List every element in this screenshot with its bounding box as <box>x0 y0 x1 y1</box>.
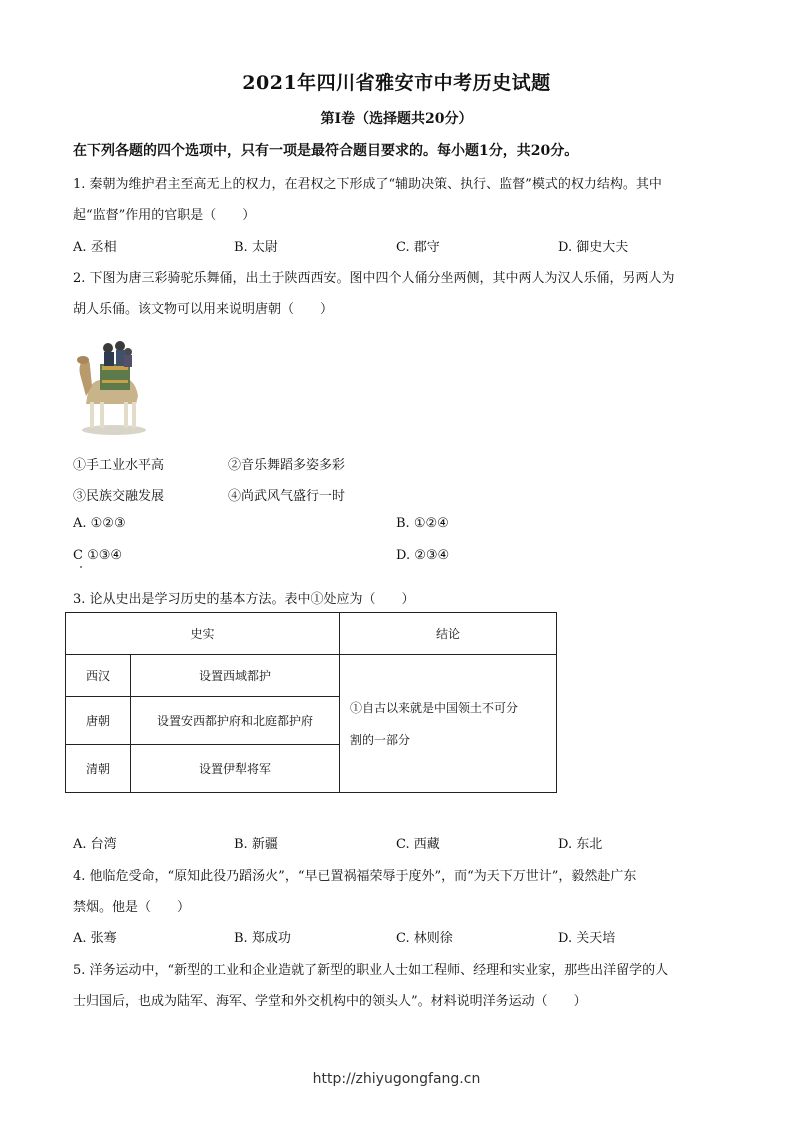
camel-figurine-icon <box>70 330 150 440</box>
instructions: 在下列各题的四个选项中，只有一项是最符合题目要求的。每小题1分，共20分。 <box>73 143 579 159</box>
dynasty-cell: 唐朝 <box>66 697 131 745</box>
q2-item-3: ③民族交融发展 <box>73 489 165 504</box>
q1-stem-line2: 起“监督”作用的官职是（ ） <box>73 208 256 223</box>
q2-stem-line2: 胡人乐俑。该文物可以用来说明唐朝（ ） <box>73 302 334 317</box>
q3-option-b: B. 新疆 <box>234 837 278 852</box>
q2-option-c: C ①③④ <box>73 548 123 563</box>
conclusion-line1: ①自古以来就是中国领土不可分 <box>350 700 519 715</box>
q2-item-4: ④尚武风气盛行一时 <box>228 489 346 504</box>
q3-option-a: A. 台湾 <box>73 837 117 852</box>
q3-stem: 3. 论从史出是学习历史的基本方法。表中①处应为（ ） <box>73 592 415 607</box>
table-header-row <box>66 613 557 655</box>
q1-option-c: C. 郡守 <box>396 240 440 255</box>
header-conclusion: 结论 <box>340 613 557 655</box>
q5-stem-line2: 士归国后，也成为陆军、海军、学堂和外交机构中的领头人”。材料说明洋务运动（ ） <box>73 994 587 1009</box>
q4-option-b: B. 郑成功 <box>234 931 291 946</box>
q2-stem-line1: 2. 下图为唐三彩骑驼乐舞俑，出土于陕西西安。图中四个人俑分坐两侧，其中两人为汉人乐俑，另两人为 <box>73 271 675 286</box>
q2-item-1: ①手工业水平高 <box>73 458 165 473</box>
q4-option-c: C. 林则徐 <box>396 931 453 946</box>
q1-option-b: B. 太尉 <box>234 240 278 255</box>
conclusion-line2: 割的一部分 <box>350 732 411 747</box>
q1-stem-line1: 1. 秦朝为维护君主至高无上的权力，在君权之下形成了“辅助决策、执行、监督”模式的权力结构。其中 <box>73 177 662 192</box>
fact-cell: 设置伊犁将军 <box>131 745 340 793</box>
table-row <box>66 655 557 697</box>
page-title: 2021年四川省雅安市中考历史试题 <box>242 72 551 94</box>
q3-option-d: D. 东北 <box>558 837 603 852</box>
q3-option-c: C. 西藏 <box>396 837 440 852</box>
stray-dot <box>80 566 82 568</box>
q1-option-d: D. 御史大夫 <box>558 240 629 255</box>
q4-option-a: A. 张骞 <box>73 931 117 946</box>
q1-option-a: A. 丞相 <box>73 240 117 255</box>
section-subtitle: 第Ⅰ卷（选择题共20分） <box>320 111 473 127</box>
q4-stem-line2: 禁烟。他是（ ） <box>73 900 191 915</box>
q2-item-2: ②音乐舞蹈多姿多彩 <box>228 458 346 473</box>
dynasty-cell: 西汉 <box>66 655 131 697</box>
q2-option-d: D. ②③④ <box>396 548 450 563</box>
q2-option-a: A. ①②③ <box>73 516 126 531</box>
q5-stem-line1: 5. 洋务运动中，“新型的工业和企业造就了新型的职业人士如工程师、经理和实业家，那些出洋留学的人 <box>73 963 669 978</box>
fact-cell: 设置安西都护府和北庭都护府 <box>131 697 340 745</box>
history-table <box>65 612 557 793</box>
q4-stem-line1: 4. 他临危受命，“原知此役乃蹈汤火”，“早已置祸福荣辱于度外”，而“为天下万世计”，毅然赴广东 <box>73 869 637 884</box>
footer-url[interactable]: http://zhiyugongfang.cn <box>312 1071 481 1087</box>
q2-option-b: B. ①②④ <box>396 516 449 531</box>
fact-cell: 设置西域都护 <box>131 655 340 697</box>
dynasty-cell: 清朝 <box>66 745 131 793</box>
conclusion-cell <box>340 655 557 793</box>
header-facts: 史实 <box>66 613 340 655</box>
q4-option-d: D. 关天培 <box>558 931 616 946</box>
